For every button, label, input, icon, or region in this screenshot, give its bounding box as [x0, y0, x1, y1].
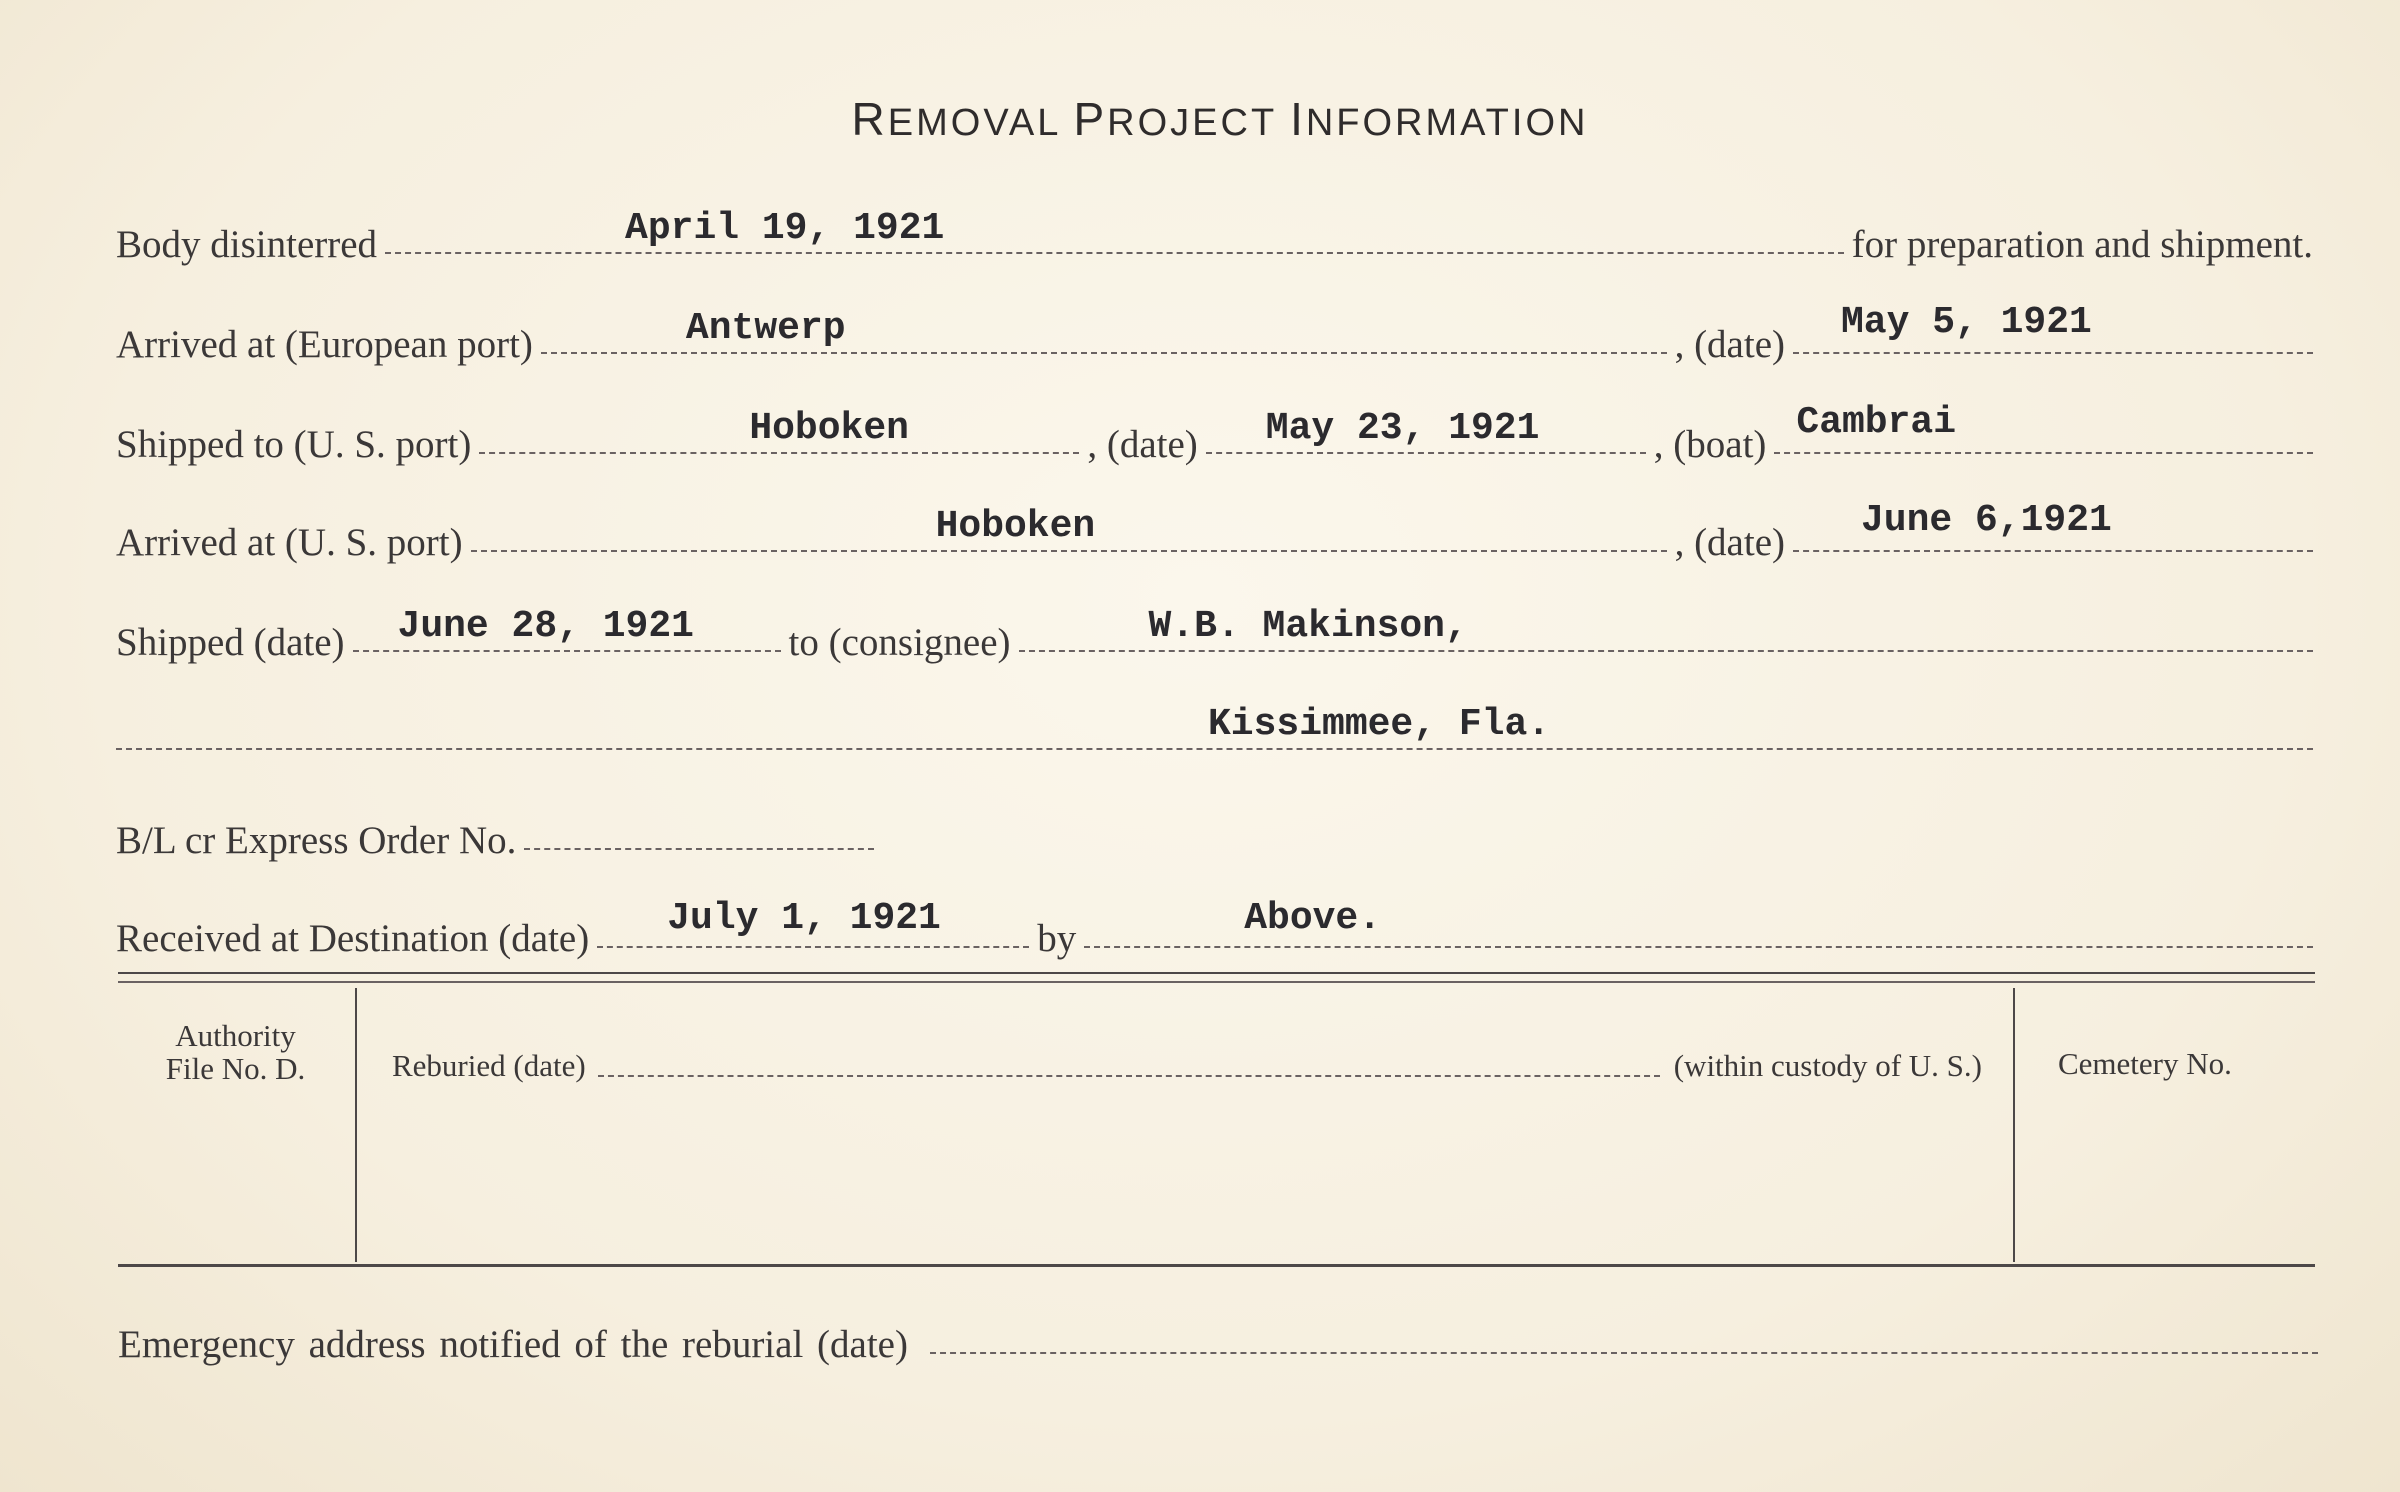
consignee-name-value: W.B. Makinson,: [1148, 605, 1468, 648]
form-title: REMOVAL PROJECT INFORMATION: [851, 93, 1589, 145]
box-bottom-rule: [118, 1264, 2315, 1267]
disinterred-field[interactable]: [385, 207, 1844, 254]
us-arrival-date-label: , (date): [1674, 521, 1785, 564]
boat-field[interactable]: [1774, 401, 2313, 454]
european-date-label: , (date): [1674, 323, 1785, 366]
us-arrival-date-value: June 6,1921: [1861, 499, 2112, 542]
us-ship-date-value: May 23, 1921: [1265, 407, 1540, 450]
custody-label: (within custody of U. S.): [1673, 1048, 1982, 1083]
shipment-suffix: for preparation and shipment.: [1851, 223, 2313, 266]
box-top-rule: [118, 972, 2315, 974]
shipped-date-value: June 28, 1921: [397, 605, 694, 648]
received-by-value: Above.: [1244, 897, 1382, 940]
us-ship-date-field[interactable]: [1206, 407, 1646, 454]
boat-value: Cambrai: [1796, 401, 1957, 444]
authority-file-label: Authority File No. D.: [165, 1018, 306, 1086]
european-date-field[interactable]: [1793, 301, 2313, 354]
us-port-field[interactable]: [479, 407, 1079, 454]
bill-of-lading-field[interactable]: [524, 806, 874, 850]
consignee-row: [116, 605, 2313, 664]
destination-date-value: July 1, 1921: [667, 897, 941, 940]
box-top-rule-inner: [118, 981, 2315, 983]
disinterred-label: Body disinterred: [116, 223, 378, 266]
us-ship-date-label: , (date): [1087, 423, 1198, 466]
european-port-label: Arrived at (European port): [116, 323, 533, 366]
consignee-address-field[interactable]: [116, 703, 2313, 750]
emergency-field[interactable]: [930, 1310, 2318, 1354]
european-arrival-row: [116, 301, 2313, 366]
emergency-row: [118, 1310, 2318, 1366]
destination-date-label: Received at Destination (date): [116, 917, 590, 960]
reburied-row: [392, 1050, 1982, 1083]
bill-of-lading-label: B/L cr Express Order No.: [116, 819, 517, 862]
us-arrival-port-value: Hoboken: [935, 505, 1096, 548]
us-port-label: Shipped to (U. S. port): [116, 423, 472, 466]
consignee-label: to (consignee): [788, 621, 1011, 664]
us-shipment-row: [116, 401, 2313, 466]
us-port-value: Hoboken: [749, 407, 909, 450]
cemetery-number-label: Cemetery No.: [2058, 1046, 2232, 1081]
us-arrival-row: [116, 499, 2313, 564]
bill-of-lading-row: [116, 806, 2313, 862]
consignee-address-row: [116, 703, 2313, 762]
consignee-address-value: Kissimmee, Fla.: [1208, 703, 1551, 746]
box-divider-left: [355, 988, 357, 1262]
european-date-value: May 5, 1921: [1841, 301, 2092, 344]
received-by-label: by: [1037, 917, 1077, 960]
us-arrival-port-label: Arrived at (U. S. port): [116, 521, 463, 564]
destination-date-field[interactable]: [597, 897, 1029, 948]
shipped-date-label: Shipped (date): [116, 621, 345, 664]
european-port-field[interactable]: [541, 307, 1667, 354]
emergency-label: Emergency address notified of the reburial (date): [118, 1323, 908, 1366]
box-divider-right: [2013, 988, 2015, 1262]
boat-label: , (boat): [1653, 423, 1767, 466]
shipped-date-field[interactable]: [353, 605, 781, 652]
us-arrival-port-field[interactable]: [471, 505, 1667, 552]
consignee-field[interactable]: [1019, 605, 2313, 652]
received-by-field[interactable]: [1084, 897, 2313, 948]
european-port-value: Antwerp: [685, 307, 846, 350]
reburied-field[interactable]: [598, 1074, 1660, 1077]
disinterred-row: [116, 207, 2313, 266]
reburied-label: Reburied (date): [392, 1048, 586, 1083]
disinterred-value: April 19, 1921: [625, 207, 945, 250]
us-arrival-date-field[interactable]: [1793, 499, 2313, 552]
destination-row: [116, 897, 2313, 960]
